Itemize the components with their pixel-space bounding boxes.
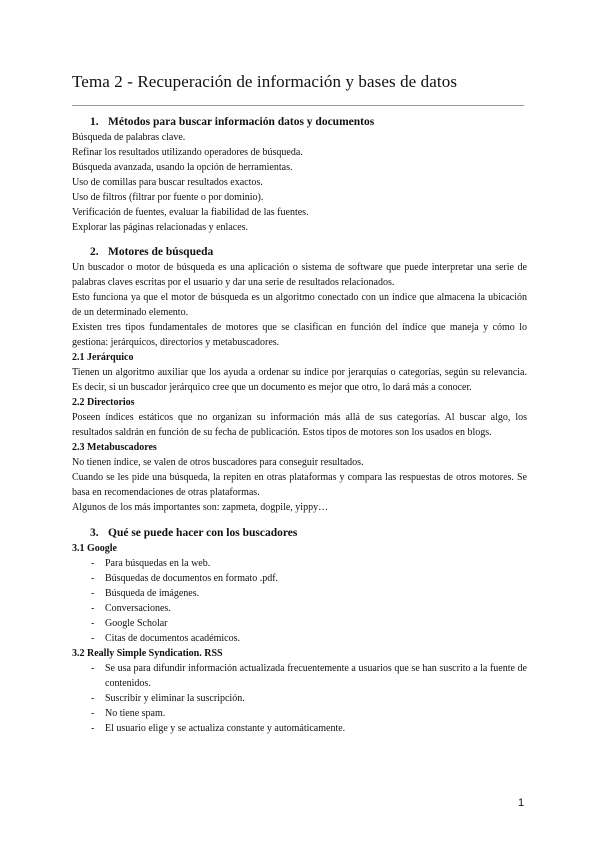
text-line: Búsqueda de palabras clave.: [72, 132, 186, 143]
spacer: [72, 515, 527, 525]
list-item: - Búsqueda de imágenes.: [91, 586, 527, 601]
paragraph: Cuando se les pide una búsqueda, la repiten en otras plataformas y compara las respuestas de otros motores. Se basa en recomendaciones de otras plataformas.: [72, 472, 527, 498]
subsection-heading: 2.2 Directorios: [72, 397, 135, 408]
page-number: 1: [518, 797, 525, 809]
subsection-heading: 2.1 Jerárquico: [72, 352, 134, 363]
text-line: Verificación de fuentes, evaluar la fiabilidad de las fuentes.: [72, 207, 309, 218]
list-item: - Google Scholar: [91, 616, 527, 631]
text-line: Búsqueda avanzada, usando la opción de herramientas.: [72, 162, 293, 173]
paragraph: Esto funciona ya que el motor de búsqueda es un algoritmo conectado con un índice que almacena la ubicación de un determinado elemento.: [72, 292, 527, 318]
list-item: - Citas de documentos académicos.: [91, 631, 527, 646]
paragraph: Un buscador o motor de búsqueda es una aplicación o sistema de software que puede interpretar una serie de palabras claves escritas por el usuario y dar una serie de resultados relacionados.: [72, 262, 527, 288]
paragraph: Existen tres tipos fundamentales de motores que se clasifican en función del índice que maneja y cómo lo gestiona: jerárquicos, directorios y metabuscadores.: [72, 322, 527, 348]
section-heading-1: [72, 114, 527, 130]
section-heading-2: [72, 244, 527, 260]
spacer: [72, 235, 527, 244]
section-number: 2.: [90, 246, 99, 258]
paragraph: Tienen un algoritmo auxiliar que los ayuda a ordenar su índice por jerarquías o categorías, según su relevancia. Es decir, si un buscador jerárquico cree que un documento es mejor que otro, lo dará más a conocer.: [72, 367, 527, 393]
dash-list: [72, 556, 527, 646]
section-heading-3: [72, 525, 527, 541]
text-line: Refinar los resultados utilizando operadores de búsqueda.: [72, 147, 303, 158]
document-body: [72, 114, 527, 736]
list-item: - Suscribir y eliminar la suscripción.: [91, 691, 527, 706]
list-item: - Búsquedas de documentos en formato .pdf.: [91, 571, 527, 586]
title-divider: [72, 105, 524, 106]
paragraph: Algunos de los más importantes son: zapmeta, dogpile, yippy…: [72, 502, 329, 513]
subsection-heading: 2.3 Metabuscadores: [72, 442, 157, 453]
paragraph: Poseen índices estáticos que no organizan su información más allá de sus categorías. Al buscar algo, los resultados saldrán en función de su fecha de publicación. Estos tipos de motores son los usados en blogs.: [72, 412, 527, 438]
section-title: Motores de búsqueda: [108, 246, 214, 258]
section-number: 1.: [90, 116, 99, 128]
list-item: - El usuario elige y se actualiza constante y automáticamente.: [91, 721, 527, 736]
section-number: 3.: [90, 527, 99, 539]
list-item: - Conversaciones.: [91, 601, 527, 616]
subsection-heading: 3.2 Really Simple Syndication. RSS: [72, 648, 223, 659]
text-line: Uso de filtros (filtrar por fuente o por dominio).: [72, 192, 264, 203]
text-line: Explorar las páginas relacionadas y enlaces.: [72, 222, 249, 233]
list-item: - Se usa para difundir información actualizada frecuentemente a usuarios que se han suscrito a la fuente de contenidos.: [91, 661, 527, 691]
section-title: Métodos para buscar información datos y documentos: [108, 116, 375, 128]
section-title: Qué se puede hacer con los buscadores: [108, 527, 298, 539]
subsection-heading: 3.1 Google: [72, 543, 117, 554]
list-item: - No tiene spam.: [91, 706, 527, 721]
page-title: Tema 2 - Recuperación de información y bases de datos: [72, 72, 458, 91]
dash-list: [72, 661, 527, 736]
paragraph: No tienen índice, se valen de otros buscadores para conseguir resultados.: [72, 457, 364, 468]
text-line: Uso de comillas para buscar resultados exactos.: [72, 177, 263, 188]
list-item: - Para búsquedas en la web.: [91, 556, 527, 571]
